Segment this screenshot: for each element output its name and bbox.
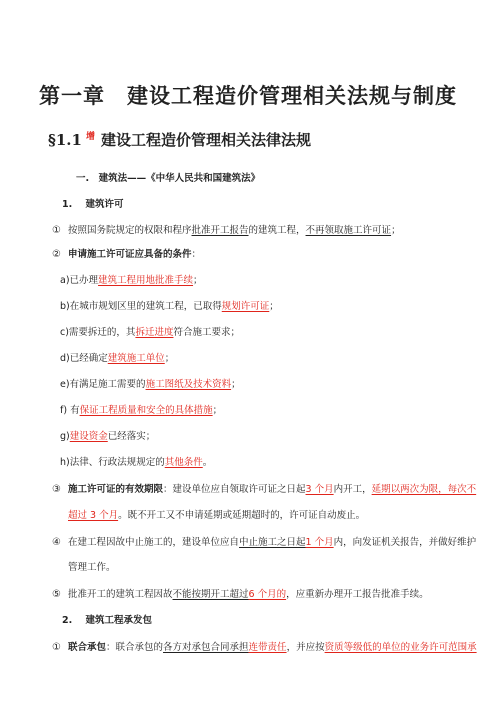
condition-e (60, 379, 241, 391)
item-1-number: 1. (62, 199, 73, 210)
text: ，应重新办理开工报告批准手续。 (286, 589, 429, 600)
highlight-text: 3 个月 (305, 484, 334, 495)
section-number: §1.1 (48, 131, 82, 149)
text: d)已经确定 (60, 353, 108, 364)
text: ； (212, 405, 223, 416)
condition-g (60, 431, 155, 443)
text: h)法律、行政法规规定的 (60, 457, 165, 468)
text: 按照国务院规定的权限和程序 (68, 225, 192, 236)
condition-b (60, 301, 279, 313)
item-1-heading (62, 199, 123, 211)
highlight-text: 规划许可证 (221, 301, 270, 312)
underlined-text: 各方对承包合同承担 (163, 642, 249, 653)
text: ：建设单位应自领取许可证之日起 (163, 484, 306, 495)
text: e)有满足施工需要的 (60, 379, 146, 390)
text: ，并应按 (286, 642, 325, 653)
item-1-title: 建筑许可 (85, 199, 124, 210)
text: 批准开工的建筑工程因故 (68, 589, 173, 600)
circled-number: ② (52, 249, 61, 260)
text: ：联合承包的 (106, 642, 164, 653)
text: ； (193, 275, 203, 286)
highlight-text: 保证工程质量和安全的具体措施 (79, 405, 213, 416)
text: ； (391, 225, 401, 236)
item-2-number: 2. (62, 615, 73, 626)
text: 。 (202, 457, 213, 468)
text: g) (60, 431, 70, 442)
bold-text: 申请施工许可证应具备的条件 (68, 249, 192, 260)
underlined-text: 中止施工之日起 (239, 537, 306, 548)
text: 管理工作。 (68, 562, 116, 573)
condition-a (60, 275, 203, 287)
condition-f (60, 405, 222, 417)
condition-c (60, 327, 240, 339)
paragraph-3 (52, 484, 476, 496)
condition-h (60, 457, 212, 469)
text: 内开工， (333, 484, 372, 495)
text: ： (191, 249, 202, 260)
underlined-text: 不能按期开工超过 (172, 589, 249, 600)
paragraph-4-continued (68, 562, 116, 574)
paragraph-5 (52, 589, 429, 601)
highlight-text: 拆迁进度 (135, 327, 174, 338)
paragraph-2 (52, 249, 201, 261)
bold-text: 施工许可证的有效期限 (68, 484, 164, 495)
chapter-title: 第一章 建设工程造价管理相关法规与制度 (39, 83, 457, 108)
text: 。既不开工又不申请延期或延期超时的，许可证自动废止。 (118, 510, 366, 521)
text: 在建工程因故中止施工的，建设单位应自 (68, 537, 240, 548)
circled-number: ① (52, 225, 61, 236)
circled-number: ④ (52, 537, 61, 548)
text: 已经落实； (107, 431, 156, 442)
text: ； (164, 353, 175, 364)
text: b)在城市规划区里的建筑工程，已取得 (60, 301, 222, 312)
highlight-text: 连带责任 (248, 642, 287, 653)
paragraph-6 (52, 642, 477, 654)
subsection-heading: 一. 建筑法——《中华人民共和国建筑法》 (76, 173, 261, 184)
added-mark: 增 (85, 132, 95, 142)
highlight-text: 建筑工程用地批准手续 (98, 275, 194, 286)
paragraph-3-continued (68, 510, 365, 522)
highlight-text: 施工图纸及技术资料 (145, 379, 232, 390)
text: c)需要拆迁的，其 (60, 327, 136, 338)
circled-number: ① (52, 642, 61, 653)
text: f) 有 (60, 405, 80, 416)
highlight-text: 1 个月 (305, 537, 334, 548)
text: ； (269, 301, 279, 312)
text: a)已办理 (60, 275, 99, 286)
text: 符合施工要求； (173, 327, 240, 338)
highlight-text: 其他条件 (164, 457, 203, 468)
highlight-text: 超过 3 个月 (68, 510, 119, 521)
underlined-text: 批准开工报告 (191, 225, 249, 236)
text: ； (231, 379, 241, 390)
highlight-text: 建筑施工单位 (107, 353, 165, 364)
text: 的建筑工程， (248, 225, 306, 236)
circled-number: ③ (52, 484, 61, 495)
item-2-title: 建筑工程承发包 (85, 615, 152, 626)
highlight-text: 延期以两次为限，每次不 (371, 484, 477, 495)
paragraph-1 (52, 225, 401, 237)
item-2-heading (62, 615, 152, 627)
section-heading (48, 129, 311, 150)
condition-d (60, 353, 174, 365)
highlight-text: 资质等级低的单位的业务许可范围承 (324, 642, 477, 653)
highlight-text: 建设资金 (69, 431, 108, 442)
highlight-text: 6 个月的 (248, 589, 287, 600)
paragraph-4 (52, 537, 476, 549)
section-title: 建设工程造价管理相关法律法规 (100, 131, 311, 149)
bold-text: 联合承包 (68, 642, 107, 653)
text: 内，向发证机关报告，并做好维护 (333, 537, 477, 548)
circled-number: ⑤ (52, 589, 61, 600)
underlined-text: 不再领取施工许可证 (305, 225, 392, 236)
